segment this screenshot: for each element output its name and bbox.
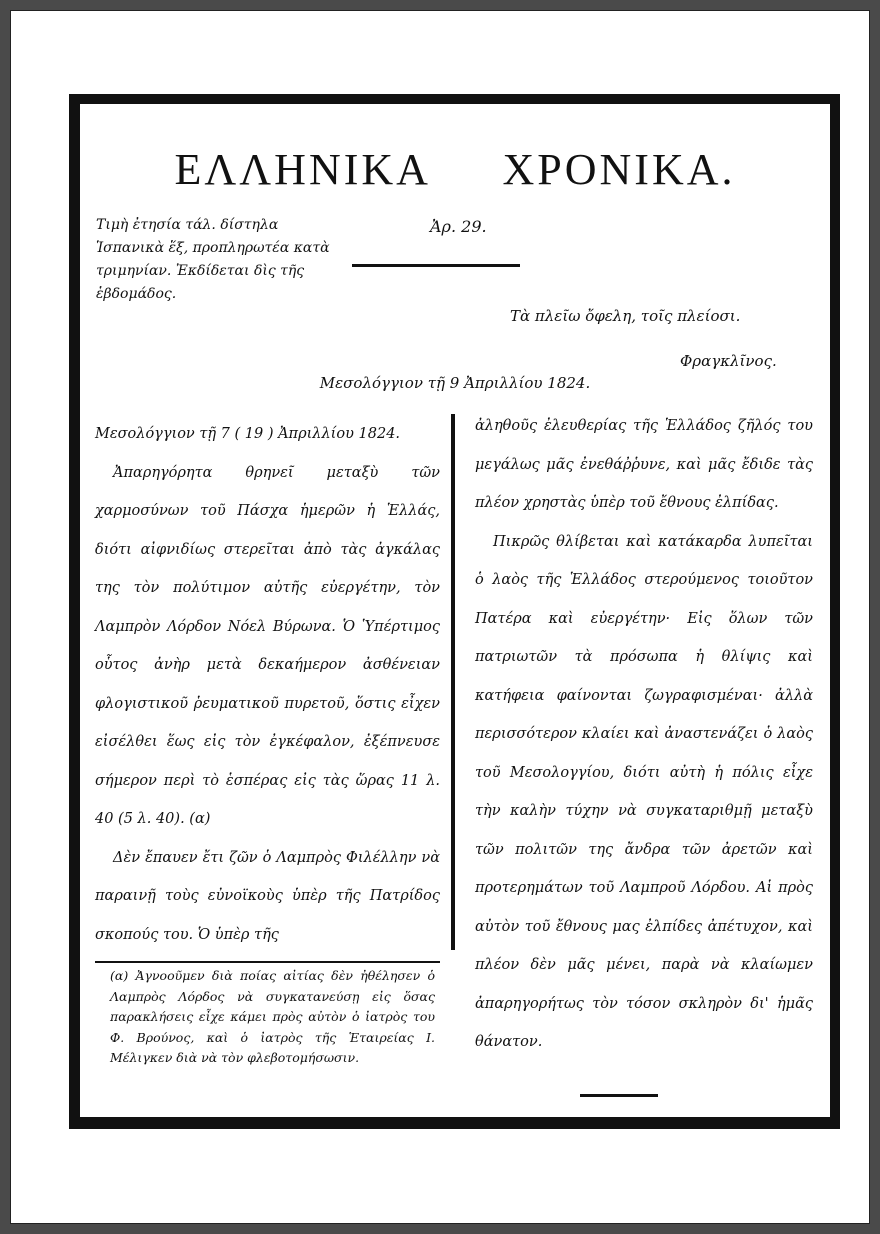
- page-border-frame: [69, 94, 840, 1129]
- issue-number: Ἀρ. 29.: [430, 217, 487, 236]
- left-paragraph-2: Δὲν ἔπαυεν ἔτι ζῶν ὁ Λαμπρὸς Φιλέλλην νὰ παραινῇ τοὺς εὐνοϊκοὺς ὑπὲρ τῆς Πατρίδος σκοπούς του. Ὁ ὑπὲρ τῆς: [95, 849, 440, 943]
- price-notice: Τιμὴ ἐτησία τάλ. δίστηλα Ἱσπανικὰ ἕξ, προπληρωτέα κατὰ τριμηνίαν. Ἐκδίδεται δὶς τῆς ἑβδομάδος.: [96, 217, 330, 302]
- right-paragraph-1: ἀληθοῦς ἐλευθερίας τῆς Ἑλλάδος ζῆλός του μεγάλως μᾶς ἐνεθάῤῥυνε, καὶ μᾶς ἔδιδε τὰς πλέον χρηστὰς ὑπὲρ τοῦ ἔθνους ἐλπίδας.: [475, 418, 813, 511]
- left-column: [95, 415, 440, 954]
- right-paragraph-2: Πικρῶς θλίβεται καὶ κατάκαρδα λυπεῖται ὁ λαὸς τῆς Ἑλλάδος στερούμενος τοιοῦτον Πατέρα καὶ εὐεργέτην· Εἰς ὅλων τῶν πατριωτῶν τὰ πρόσωπα ἡ θλίψις καὶ κατήφεια φαίνονται ζωγραφισμέναι· ἀλλὰ περισσότερον κλαίει καὶ ἀναστενάζει ὁ λαὸς τοῦ Μεσολογγίου, διότι αὐτὴ ἡ πόλις εἶχε τὴν καλὴν τύχην νὰ συγκαταριθμῇ μεταξὺ τῶν πολιτῶν της ἄνδρα τῶν ἀρετῶν καὶ προτερημάτων τοῦ Λαμπροῦ Λόρδου. Αἱ πρὸς αὐτὸν τοῦ ἔθνους μας ἐλπίδες ἀπέτυχον, καὶ πλέον δὲν μᾶς μένει, παρὰ νὰ κλαίωμεν ἀπαρηγορήτως τὸν τόσον σκληρὸν δι' ἡμᾶς θάνατον.: [475, 533, 813, 1050]
- column-divider: [451, 414, 455, 950]
- left-paragraph-1: Ἀπαρηγόρητα θρηνεῖ μεταξὺ τῶν χαρμοσύνων τοῦ Πάσχα ἡμερῶν ἡ Ἑλλάς, διότι αἰφνιδίως στερεῖται ἀπὸ τὰς ἀγκάλας της τὸν πολύτιμον αὐτῆς εὐεργέτην, τὸν Λαμπρὸν Λόρδον Νόελ Βύρωνα. Ὁ Ὑπέρτιμος οὗτος ἀνὴρ μετὰ δεκαήμερον ἀσθένειαν φλογιστικοῦ ῥευματικοῦ πυρετοῦ, ὅστις εἶχεν εἰσέλθει ἕως εἰς τὸν ἐγκέφαλον, ἐξέπνευσε σήμερον περὶ τὸ ἑσπέρας εἰς τὰς ὥρας 11 λ. 40 (5 λ. 40). (α): [95, 464, 440, 827]
- issue-rule: [352, 264, 520, 267]
- footnote: (α) Ἀγνοοῦμεν διὰ ποίας αἰτίας δὲν ἠθέλησεν ὁ Λαμπρὸς Λόρδος νὰ συγκατανεύσῃ εἰς ὅσας παρακλήσεις εἶχε κάμει πρὸς αὐτὸν ὁ ἰατρὸς του Φ. Βρούνος, καὶ ὁ ἰατρὸς τῆς Ἑταιρείας Ι. Μέλιγκεν διὰ νὰ τὸν φλεβοτομήσωσιν.: [110, 968, 435, 1065]
- left-column-dateline: Μεσολόγγιον τῇ 7 ( 19 ) Ἀπριλλίου 1824.: [95, 426, 401, 442]
- motto-author: Φραγκλῖνος.: [680, 352, 777, 370]
- end-rule: [580, 1094, 658, 1097]
- masthead-title: ΕΛΛΗΝΙΚΑ ΧΡΟΝΙΚΑ.: [174, 145, 736, 194]
- newspaper-page: [10, 10, 870, 1224]
- motto-text: Τὰ πλεῖω ὄφελη, τοῖς πλείοσι.: [510, 307, 741, 325]
- footnote-rule: [95, 961, 440, 963]
- right-column: [475, 407, 813, 1062]
- issue-dateline: Μεσολόγγιον τῇ 9 Ἀπριλλίου 1824.: [319, 374, 591, 392]
